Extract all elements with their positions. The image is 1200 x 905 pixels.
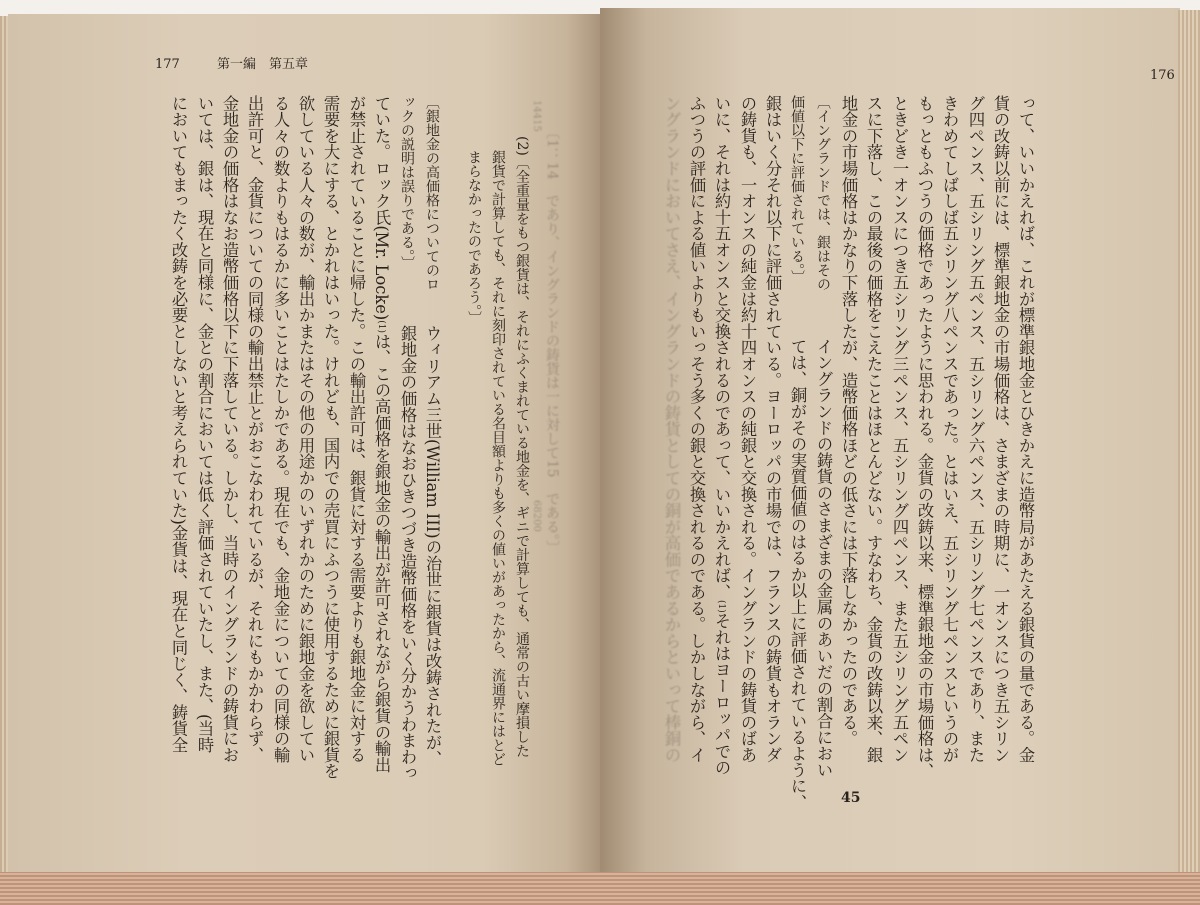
text-column: って、いいかえれば、これが標準銀地金とひきかえに造幣局があたえる銀貨の量である。金 — [1016, 95, 1035, 763]
text-column: スに下落し、この最後の価格をこえたことはほとんどない。すなわち、金貨の改鋳以来、銀 — [864, 95, 883, 763]
text-column: 金地金の価格はなお造幣価格以下に下落している。しかし、当時のイングランドの鋳貨にお — [220, 95, 239, 763]
page-number: 177 — [155, 57, 180, 72]
page-stack-right-edge — [1178, 10, 1200, 876]
text-segment: いに、それは約十五オンスと交換されるのであって、いいかえれば、 — [712, 95, 731, 600]
footnote-column: まらなかったのであろう。〕 — [466, 150, 482, 325]
text-segment: は、この高価格を銀地金の輸出が許可されながら銀貨の輸出 — [372, 333, 391, 773]
text-column: が禁止されていることに帰した。この輸出許可は、銀貨に対する需要よりも銀地金に対する — [347, 95, 366, 763]
text-column: ウィリアム三世(William III)の治世に銀貨は改鋳されたが、 — [423, 325, 442, 767]
running-head: 第一編 第五章 — [217, 57, 309, 72]
margin-heading: 〔銀地金の高価格についてのロ — [424, 95, 440, 291]
margin-heading: 〔イングランドでは、銀はその — [815, 95, 831, 291]
faded-fraction-bottom: 68200 — [531, 500, 542, 532]
text-column: ふつうの評価による値いよりもいっそう多くの銀と交換されるのである。しかしながら、イ — [687, 95, 706, 763]
text-column: 需要を大にする、とかれはいった。けれども、国内での売買にふつうに使用するために銀貨を — [321, 95, 340, 780]
text-column: イングランドの鋳貨のさまざまの金属のあいだの割合におい — [814, 338, 833, 778]
margin-heading: 価値以下に評価されている。〕 — [789, 95, 805, 284]
text-column: グ四ペンス、五シリング五ペンス、五シリング六ペンス、五シリング七ペンスであり、また — [966, 95, 985, 763]
text-column: 出許可と、金貨についての同様の輸出禁止とがおこなわれているが、それにもかかわらず、 — [245, 95, 264, 763]
text-column: 貨の改鋳以前には、標準銀地金の市場価格は、さまざまの時期に、一オンスにつき五シリン — [991, 95, 1010, 763]
text-column: 銀はいく分それ以下に評価されている。ヨーロッパの市場では、フランスの鋳貨もオランダ — [763, 95, 782, 763]
text-column: きわめてしばしば五シリング八ペンスであった。とはいえ、五シリング七ペンスというのが — [940, 95, 959, 763]
text-column: の鋳貨も、一オンスの純金は約十四オンスの純銀と交換される。イングランドの鋳貨のばあ — [738, 95, 757, 763]
folio-number: 45 — [841, 790, 861, 806]
text-column: ときどき一オンスにつき五シリング三ペンス、五シリング四ペンス、また五シリング五ペン — [890, 95, 909, 763]
text-segment: それはヨーロッパでの — [712, 612, 731, 776]
page-stack-bottom-edge — [0, 872, 1200, 905]
text-column: 欲している人々の数が、輸出かまたはその他の用途かのいずれかのために銀地金を欲してい — [296, 95, 315, 763]
footnote-marker: (1) — [376, 320, 386, 334]
text-column: ては、銅がその実質価値のはるか以上に評価されているように、 — [788, 338, 807, 811]
footnote-marker: (1) — [716, 600, 726, 613]
margin-heading: ックの説明は誤りである。〕 — [399, 95, 415, 270]
text-column: る人々の数よりもはるかに多いことはたしかである。現在でも、金地金についての同様の輸 — [271, 95, 290, 763]
text-column: もっともふつうの価格であったように思われる。金貨の改鋳以来、標準銀地金の市場価格は、 — [915, 95, 934, 780]
footnote-column: 銀貨で計算しても、それに刻印されている名目額よりも多くの値いがあったから、流通界にはとど — [490, 150, 506, 766]
footnote-column: (2)〔全重量をもつ銀貨は、それにふくまれている地金を、ギニで計算しても、通常の古い摩損した — [514, 136, 530, 758]
page-number: 176 — [1150, 68, 1175, 83]
text-column: いては、銀は、現在と同様に、金との割合においては低く評価されていたし、また、(当時 — [195, 95, 214, 753]
faded-text-column: ングランドにおいてさえ、イングランドの鋳貨としての銅が高価であるからといって棒銅の — [662, 95, 681, 763]
text-column: 銀地金の価格はなおひきつづき造幣価格をいく分かうわまわっ — [398, 325, 417, 782]
text-column — [371, 95, 391, 773]
text-column: 地金の市場価格はかなり下落したが、造幣価格ほどの低さには下落しなかったのである。 — [839, 95, 858, 747]
text-column: においてもまったく改鋳を必要としないと考えられていた)金貨は、現在と同じく、鋳貨全 — [169, 95, 188, 753]
text-segment: ていた。ロック氏(Mr. Locke) — [372, 95, 391, 321]
text-column — [711, 95, 731, 776]
faded-fraction-top: 14415 — [531, 100, 542, 132]
faded-note: 〔1：14 であり、イングランドの鋳貨は一に対して15 である。〕 — [544, 125, 560, 555]
